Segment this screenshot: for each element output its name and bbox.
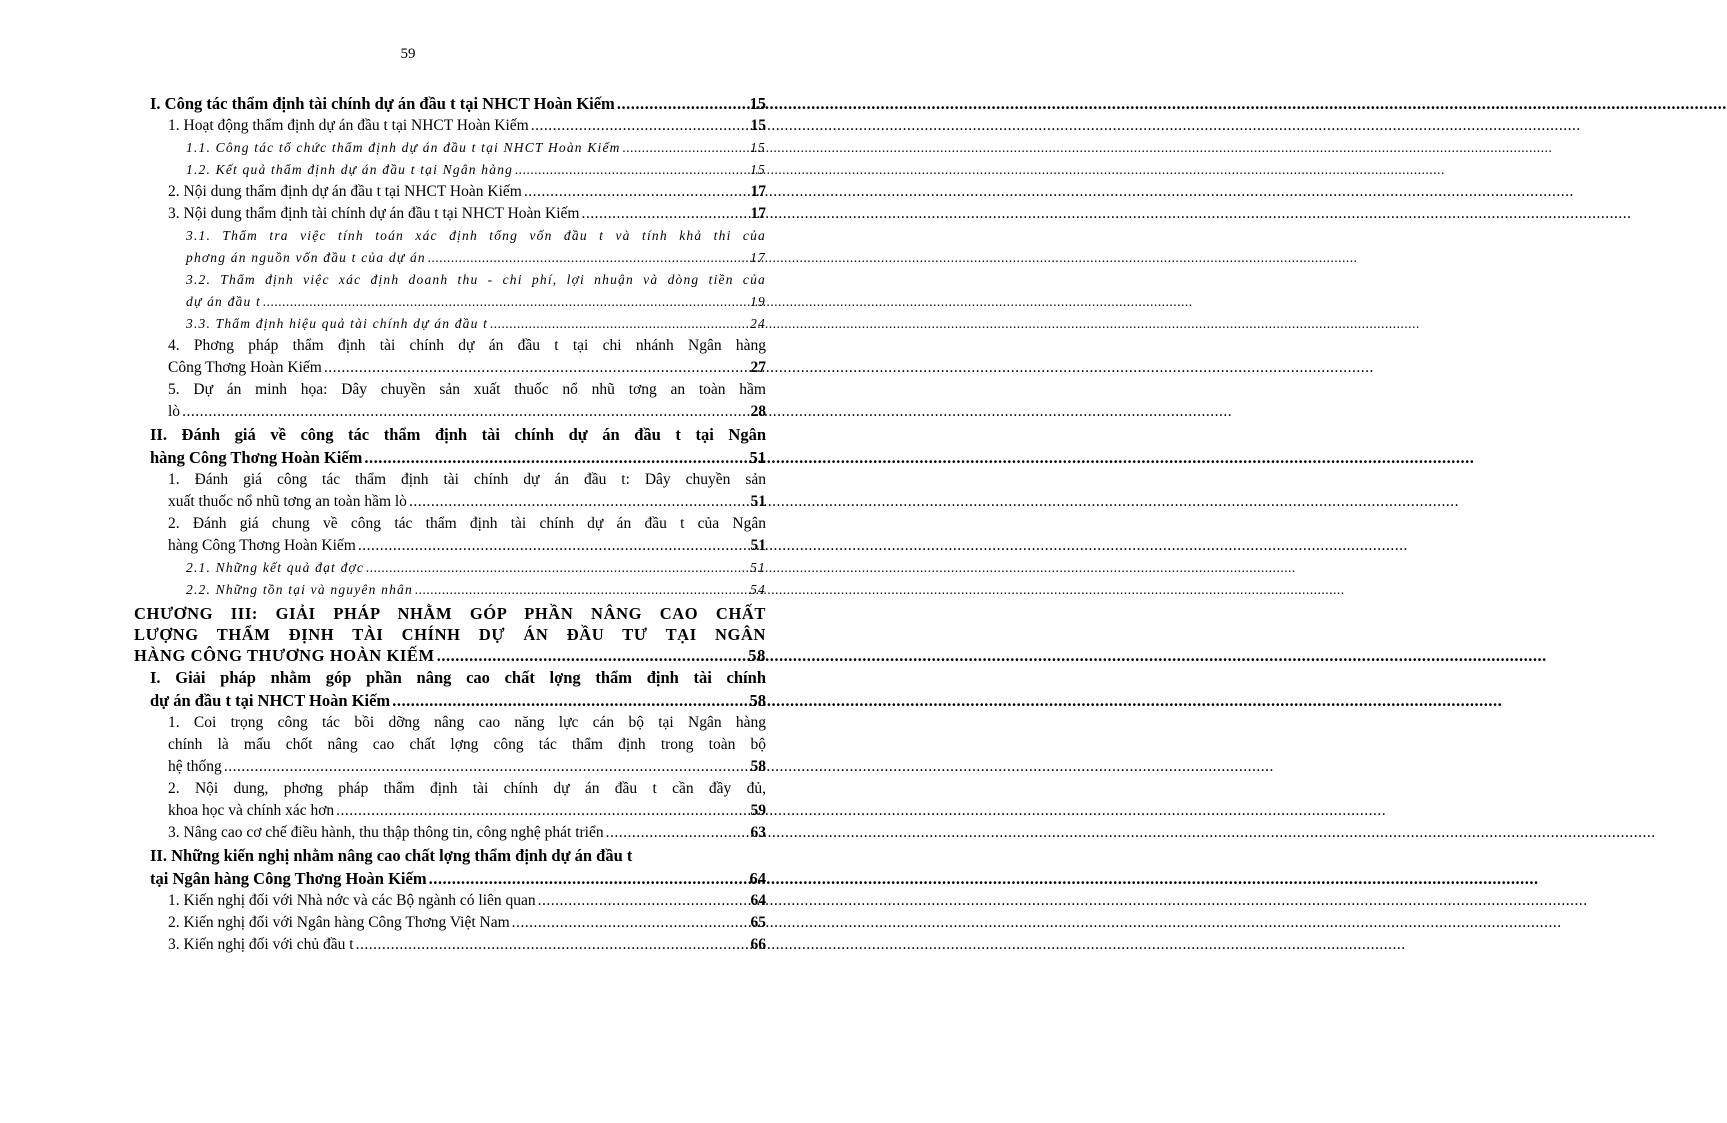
toc-entry-title-line: hàng Công Thơng Hoàn Kiếm bbox=[150, 448, 363, 467]
toc-entry-ii-1[interactable] bbox=[134, 469, 766, 513]
toc-entry-page: 59 bbox=[750, 802, 766, 819]
toc-entry-title-line: 1. Đánh giá công tác thẩm định tài chính dự án đầu t: Dây chuyền sản bbox=[168, 471, 766, 488]
toc-entry-title: 1.2. Kết quả thẩm định dự án đầu t tại Ngân hàng bbox=[186, 162, 514, 177]
toc-entry-title-line: 5. Dự án minh họa: Dây chuyền sản xuất thuốc nổ nhũ tơng an toàn hầm bbox=[168, 381, 766, 398]
toc-entry-title: 3. Nội dung thẩm định tài chính dự án đầu t tại NHCT Hoàn Kiếm bbox=[168, 205, 580, 222]
toc-entry-title-line: hệ thống bbox=[168, 758, 222, 775]
toc-entry-title-line: LƯỢNG THẨM ĐỊNH TÀI CHÍNH DỰ ÁN ĐẦU TƯ TẠI NGÂN bbox=[134, 625, 766, 644]
toc-entry-ch3-section-ii[interactable] bbox=[134, 844, 766, 890]
toc-entry-title: 1. Kiến nghị đối với Nhà nớc và các Bộ ngành có liên quan bbox=[168, 892, 536, 909]
toc-entry-page: 66 bbox=[750, 936, 766, 953]
toc-entry-title-line: phơng án nguồn vốn đầu t của dự án bbox=[186, 250, 426, 265]
toc-entry-page: 15 bbox=[750, 117, 766, 134]
toc-entry-3-3[interactable] bbox=[134, 313, 766, 335]
toc-entry-page: 58 bbox=[749, 691, 766, 710]
toc-entry-ch3-ii-2[interactable] bbox=[134, 912, 766, 934]
toc-entry-title: 1. Hoạt động thẩm định dự án đầu t tại NHCT Hoàn Kiếm bbox=[168, 117, 529, 134]
toc-entry-page: 51 bbox=[750, 493, 766, 510]
toc-entry-title: 3. Nâng cao cơ chế điều hành, thu thập thông tin, công nghệ phát triển bbox=[168, 824, 604, 841]
toc-entry-title-line: chính là mấu chốt nâng cao chất lợng công tác thẩm định trong toàn bộ bbox=[168, 736, 766, 753]
toc-entry-ch3-3[interactable] bbox=[134, 822, 766, 844]
toc-entry-5[interactable] bbox=[134, 379, 766, 423]
toc-entry-1-1[interactable] bbox=[134, 137, 766, 159]
toc-entry-title-line: II. Đánh giá về công tác thẩm định tài chính dự án đầu t tại Ngân bbox=[150, 425, 766, 444]
toc-entry-page: 15 bbox=[750, 140, 766, 155]
toc-entry-title-line: 3.1. Thẩm tra việc tính toán xác định tổng vốn đầu t và tính khả thi của bbox=[186, 228, 766, 243]
toc-entry-ii-2-2[interactable] bbox=[134, 579, 766, 601]
toc-entry-page: 63 bbox=[750, 824, 766, 841]
toc-entry-ch3-1[interactable] bbox=[134, 712, 766, 778]
toc-entry-title: 2.1. Những kết quả đạt đợc bbox=[186, 560, 365, 575]
toc-entry-ii-2-1[interactable] bbox=[134, 557, 766, 579]
toc-entry-title: 2. Nội dung thẩm định dự án đầu t tại NHCT Hoàn Kiếm bbox=[168, 183, 522, 200]
toc-entry-4[interactable] bbox=[134, 335, 766, 379]
toc-entry-chapter-iii[interactable] bbox=[134, 603, 766, 666]
toc-entry-title: 2.2. Những tồn tại và nguyên nhân bbox=[186, 582, 413, 597]
toc-entry-title: 3. Kiến nghị đối với chủ đầu t bbox=[168, 936, 354, 953]
toc-entry-title-line: HÀNG CÔNG THƯƠNG HOÀN KIẾM bbox=[134, 646, 435, 665]
toc-entry-title-line: 2. Nội dung, phơng pháp thẩm định tài chính dự án đầu t cần đầy đủ, bbox=[168, 780, 766, 797]
table-of-contents bbox=[134, 92, 766, 956]
toc-entry-title: 1.1. Công tác tổ chức thẩm định dự án đầu t tại NHCT Hoàn Kiếm bbox=[186, 140, 621, 155]
toc-entry-title-line: xuất thuốc nổ nhũ tơng an toàn hầm lò bbox=[168, 493, 407, 510]
toc-entry-title-line: dự án đầu t tại NHCT Hoàn Kiếm bbox=[150, 691, 391, 710]
page-number: 59 bbox=[400, 46, 416, 62]
toc-entry-ch3-ii-3[interactable] bbox=[134, 934, 766, 956]
toc-entry-page: 17 bbox=[750, 183, 766, 200]
toc-entry-ch3-section-i[interactable] bbox=[134, 666, 766, 712]
toc-entry-ch3-2[interactable] bbox=[134, 778, 766, 822]
toc-entry-title-line: dự án đầu t bbox=[186, 294, 261, 309]
toc-entry-3[interactable] bbox=[134, 203, 766, 225]
toc-entry-title-line: hàng Công Thơng Hoàn Kiếm bbox=[168, 537, 356, 554]
toc-entry-page: 51 bbox=[749, 448, 766, 467]
toc-entry-page: 15 bbox=[750, 162, 766, 177]
toc-entry-3-1[interactable] bbox=[134, 225, 766, 269]
toc-entry-title-line: 3.2. Thẩm định việc xác định doanh thu - chi phí, lợi nhuận và dòng tiền của bbox=[186, 272, 766, 287]
toc-entry-page: 17 bbox=[750, 250, 766, 265]
toc-entry-title-line: lò bbox=[168, 403, 181, 420]
toc-entry-page: 65 bbox=[750, 914, 766, 931]
toc-entry-page: 19 bbox=[750, 294, 766, 309]
toc-entry-section-i[interactable] bbox=[134, 92, 766, 115]
toc-entry-1-2[interactable] bbox=[134, 159, 766, 181]
toc-entry-title-line: II. Những kiến nghị nhằm nâng cao chất lợng thẩm định dự án đầu t bbox=[150, 846, 633, 865]
toc-entry-title-line: tại Ngân hàng Công Thơng Hoàn Kiếm bbox=[150, 869, 427, 888]
toc-entry-title-line: CHƯƠNG III: GIẢI PHÁP NHẰM GÓP PHẦN NÂNG CAO CHẤT bbox=[134, 604, 766, 623]
toc-leader-dots bbox=[617, 92, 742, 115]
toc-entry-page: 28 bbox=[750, 403, 766, 420]
toc-entry-page: 58 bbox=[748, 646, 766, 665]
toc-entry-title-line: 4. Phơng pháp thẩm định tài chính dự án đầu t tại chi nhánh Ngân hàng bbox=[168, 337, 766, 354]
toc-entry-page: 64 bbox=[750, 892, 766, 909]
toc-entry-page: 51 bbox=[750, 560, 766, 575]
toc-entry-page: 58 bbox=[750, 758, 766, 775]
toc-entry-title-line: I. Giải pháp nhằm góp phần nâng cao chất lợng thẩm định tài chính bbox=[150, 668, 766, 687]
toc-entry-page: 15 bbox=[749, 94, 766, 113]
toc-entry-title-line: khoa học và chính xác hơn bbox=[168, 802, 335, 819]
toc-entry-page: 24 bbox=[750, 316, 766, 331]
toc-entry-title-line: 2. Đánh giá chung về công tác thẩm định tài chính dự án đầu t của Ngân bbox=[168, 515, 766, 532]
toc-entry-1[interactable] bbox=[134, 115, 766, 137]
toc-entry-page: 27 bbox=[750, 359, 766, 376]
toc-entry-section-ii[interactable] bbox=[134, 423, 766, 469]
toc-entry-ii-2[interactable] bbox=[134, 513, 766, 557]
toc-entry-2[interactable] bbox=[134, 181, 766, 203]
toc-entry-title-line: Công Thơng Hoàn Kiếm bbox=[168, 359, 322, 376]
toc-entry-page: 51 bbox=[750, 537, 766, 554]
toc-entry-title-line: 1. Coi trọng công tác bồi dỡng nâng cao năng lực cán bộ tại Ngân hàng bbox=[168, 714, 766, 731]
toc-entry-title: I. Công tác thẩm định tài chính dự án đầu t tại NHCT Hoàn Kiếm bbox=[150, 94, 615, 113]
toc-entry-page: 64 bbox=[749, 869, 766, 888]
toc-entry-page: 54 bbox=[750, 582, 766, 597]
toc-entry-title: 3.3. Thẩm định hiệu quả tài chính dự án đầu t bbox=[186, 316, 489, 331]
toc-entry-title: 2. Kiến nghị đối với Ngân hàng Công Thơng Việt Nam bbox=[168, 914, 510, 931]
toc-entry-page: 17 bbox=[750, 205, 766, 222]
toc-entry-ch3-ii-1[interactable] bbox=[134, 890, 766, 912]
toc-entry-3-2[interactable] bbox=[134, 269, 766, 313]
